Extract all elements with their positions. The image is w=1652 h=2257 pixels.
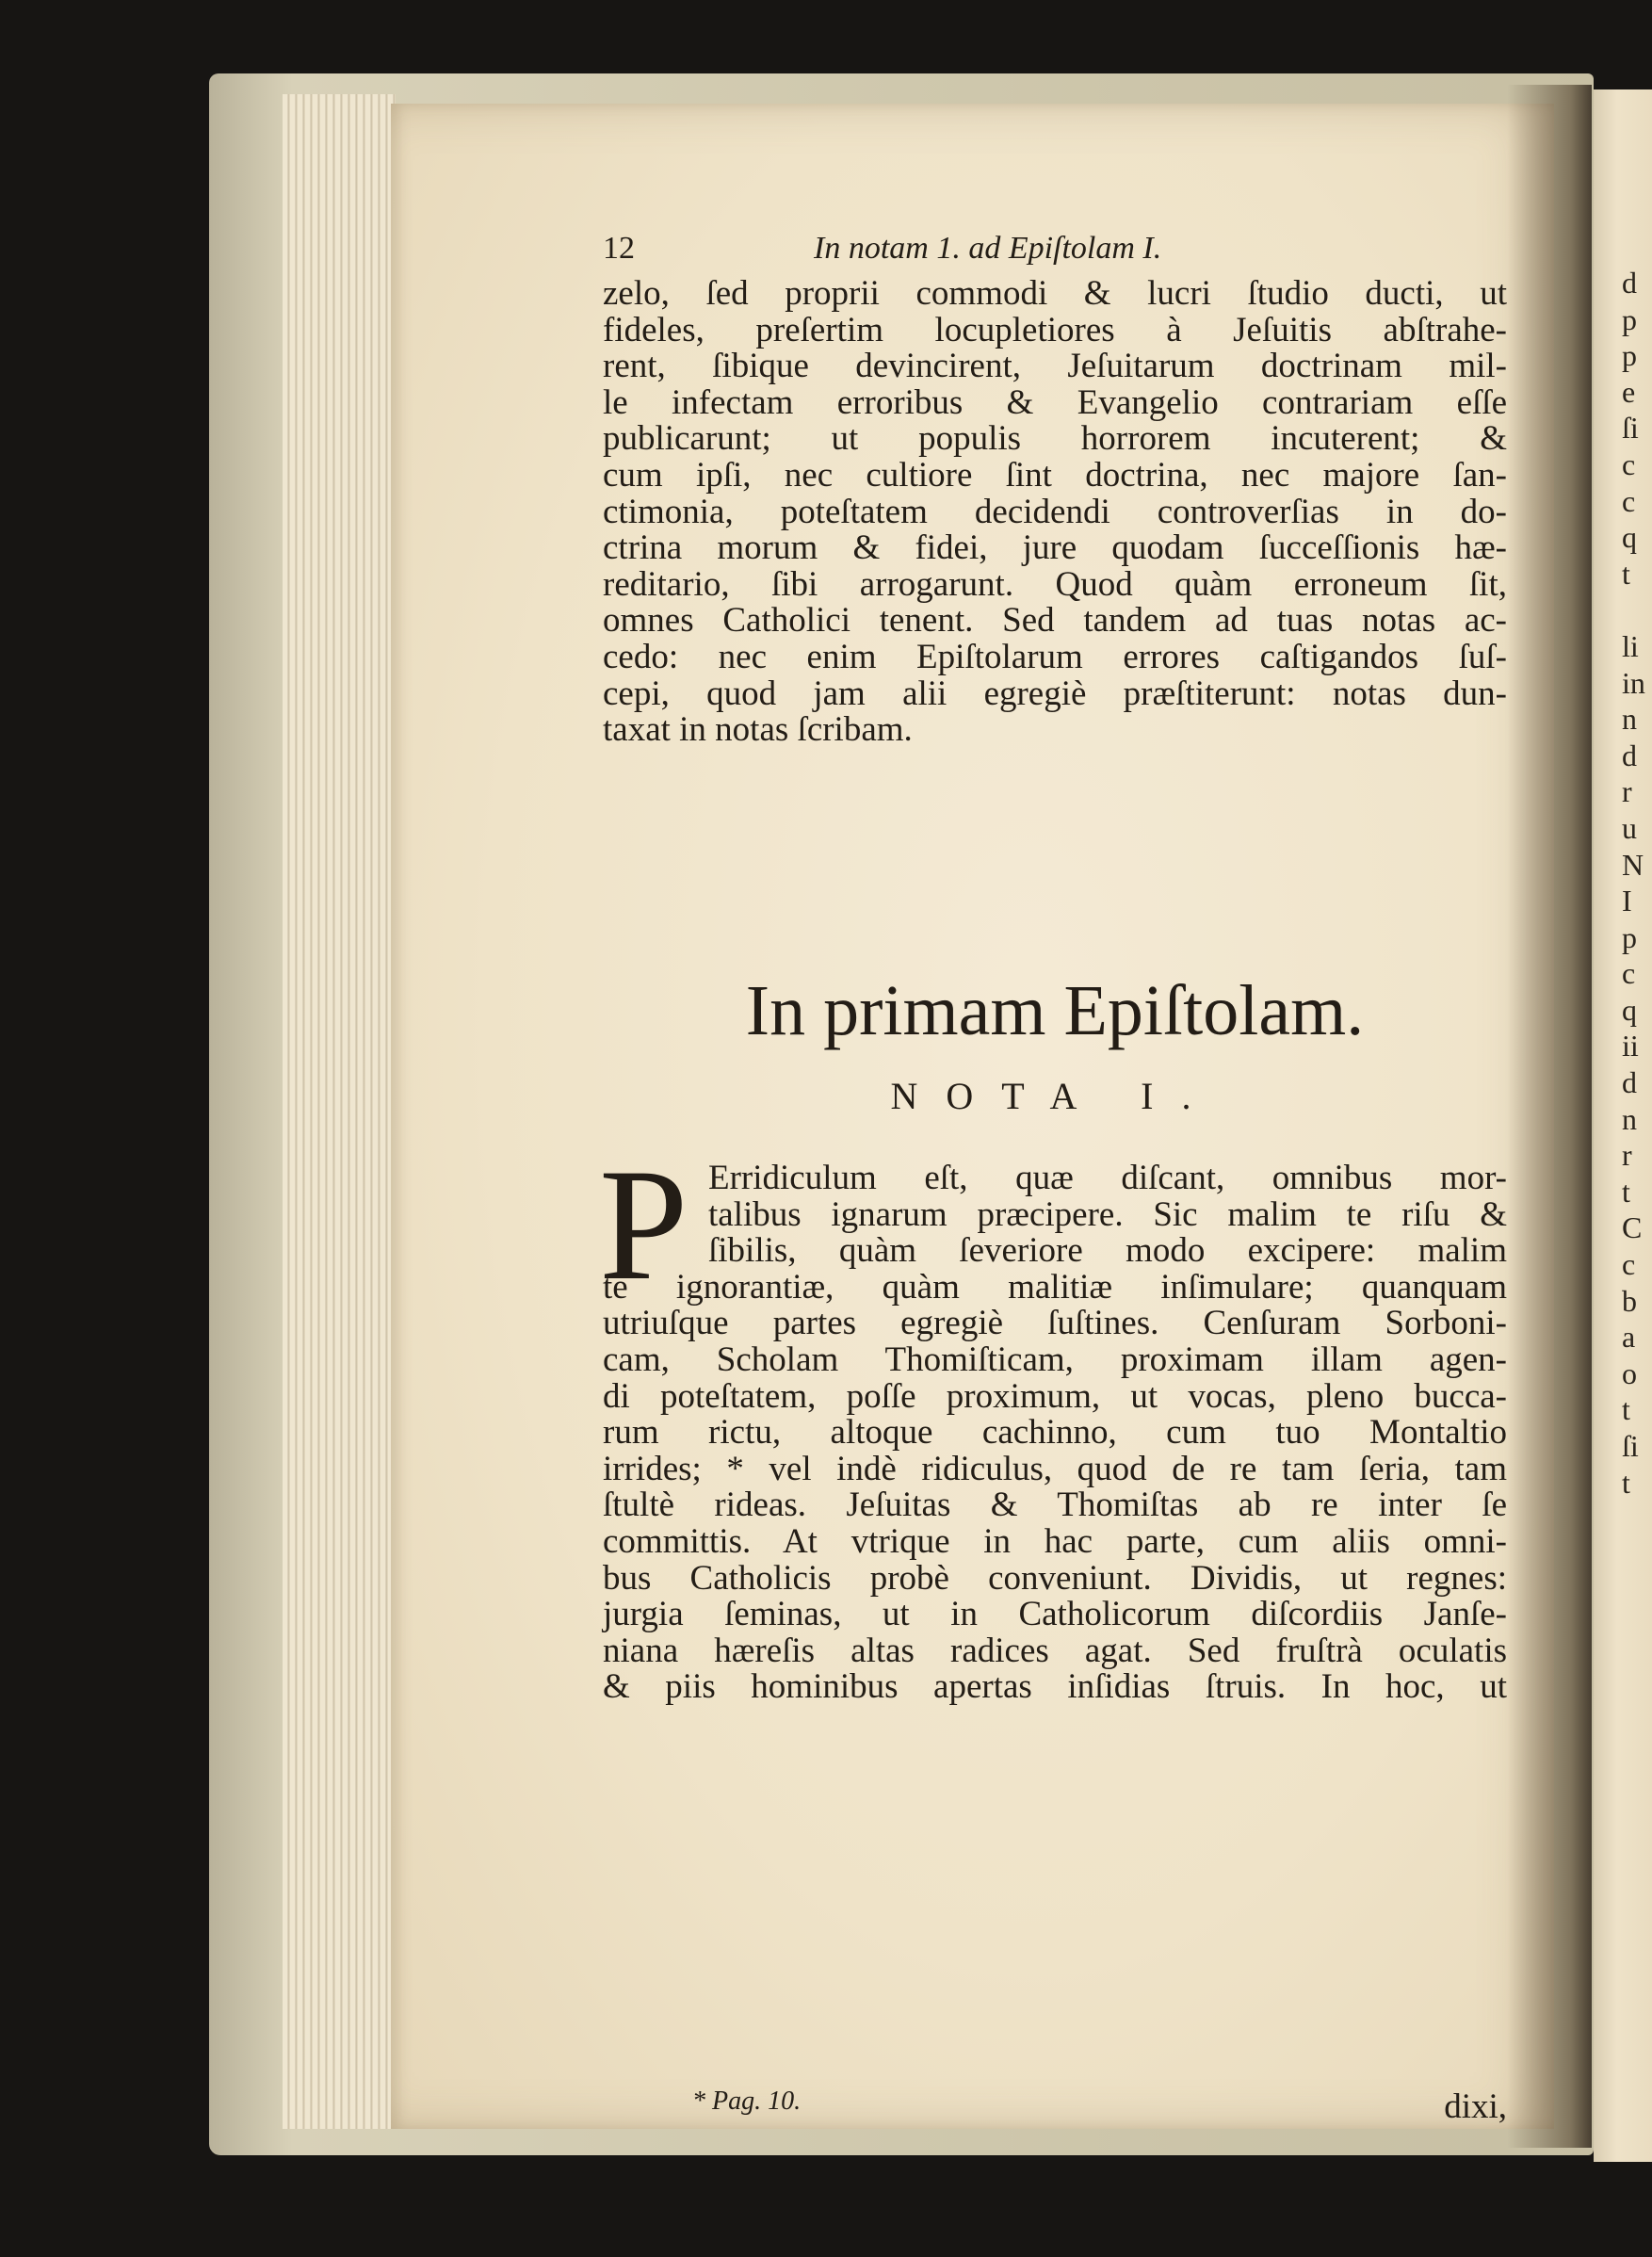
text-line: taxat in notas ſcribam.	[603, 710, 913, 750]
drop-cap: P	[599, 1136, 688, 1313]
facing-page-fragment: in	[1622, 665, 1645, 700]
page-footer	[603, 2087, 1507, 2124]
facing-page-edge	[1594, 89, 1652, 2162]
text-line: te ignorantiæ, quàm malitiæ inſimulare; quanquam	[603, 1267, 1507, 1307]
facing-page-fragment: t	[1622, 556, 1630, 591]
facing-page-fragment: d	[1622, 1065, 1637, 1100]
facing-page-fragment: p	[1622, 338, 1637, 373]
text-line: cepi, quod jam alii egregiè præſtiterunt: notas dun-	[603, 674, 1507, 713]
text-line: rent, ſibique devincirent, Jeſuitarum doctrinam mil-	[603, 347, 1507, 386]
text-line: talibus ignarum præcipere. Sic malim te riſu &	[708, 1194, 1507, 1234]
text-line: utriuſque partes egregiè ſuſtines. Cenſuram Sorboni-	[603, 1304, 1507, 1343]
facing-page-fragment: d	[1622, 266, 1637, 300]
facing-page-fragment: c	[1622, 956, 1636, 991]
text-line: cum ipſi, nec cultiore ſint doctrina, nec majore ſan-	[603, 455, 1507, 495]
nota-heading: NOTA I.	[890, 1075, 1220, 1117]
footnote-reference: * Pag. 10.	[692, 2087, 802, 2116]
text-line: niana hæreſis altas radices agat. Sed fruſtrà oculatis	[603, 1631, 1507, 1670]
facing-page-fragment: p	[1622, 919, 1637, 954]
text-line: ctrina morum & fidei, jure quodam ſucceſſionis hæ-	[603, 528, 1507, 568]
facing-page-fragment: c	[1622, 447, 1636, 481]
text-line: ctimonia, poteſtatem decidendi controverſias in do-	[603, 492, 1507, 531]
text-line: Erridiculum eſt, quæ diſcant, omnibus mor-	[708, 1159, 1507, 1197]
text-line: fideles, preſertim locupletiores à Jeſuitis abſtrahe-	[603, 310, 1507, 349]
facing-page-fragment: t	[1622, 1465, 1630, 1500]
facing-page-fragment: t	[1622, 1392, 1630, 1427]
text-line: jurgia ſeminas, ut in Catholicorum diſcordiis Janſe-	[603, 1595, 1507, 1634]
facing-page-fragment: o	[1622, 1356, 1637, 1390]
catchword: dixi,	[1444, 2087, 1507, 2126]
running-head	[603, 231, 1507, 278]
gutter-shadow	[1507, 85, 1592, 2148]
opening-paragraph	[603, 276, 1507, 749]
text-line: rum rictu, altoque cachinno, cum tuo Montaltio	[603, 1413, 1507, 1453]
text-line: committis. At vtrique in hac parte, cum aliis omni-	[603, 1521, 1507, 1561]
page-number: 12	[603, 231, 635, 266]
text-line: bus Catholicis probè conveniunt. Dividis, ut regnes:	[603, 1558, 1507, 1598]
facing-page-fragment	[1594, 592, 1652, 628]
facing-page-fragment: I	[1622, 884, 1632, 918]
facing-page-fragment: u	[1622, 810, 1637, 845]
facing-page-fragment: N	[1622, 847, 1644, 882]
text-line: zelo, ſed proprii commodi & lucri ſtudio ducti, ut	[603, 274, 1507, 313]
facing-page-fragment: C	[1622, 1210, 1643, 1245]
text-line: omnes Catholici tenent. Sed tandem ad tuas notas ac-	[603, 601, 1507, 641]
facing-page-fragment: ſi	[1622, 1429, 1639, 1463]
facing-page-text	[1594, 265, 1652, 1501]
facing-page-fragment: q	[1622, 992, 1637, 1027]
facing-page-fragment: n	[1622, 702, 1637, 737]
facing-page-fragment: r	[1622, 774, 1632, 809]
text-line: di poteſtatem, poſſe proximum, ut vocas, pleno bucca-	[603, 1376, 1507, 1416]
text-line: ſtultè rideas. Jeſuitas & Thomiſtas ab re inter ſe	[603, 1486, 1507, 1525]
facing-page-fragment: c	[1622, 483, 1636, 518]
facing-page-fragment: d	[1622, 738, 1637, 772]
facing-page-fragment: li	[1622, 628, 1639, 663]
text-line: irrides; * vel indè ridiculus, quod de re tam ſeria, tam	[603, 1449, 1507, 1488]
running-title: In notam 1. ad Epiſtolam I.	[814, 231, 1162, 266]
facing-page-fragment: t	[1622, 1174, 1630, 1209]
facing-page-fragment: n	[1622, 1101, 1637, 1136]
facing-page-fragment: a	[1622, 1320, 1636, 1355]
facing-page-fragment: c	[1622, 1247, 1636, 1282]
text-line: & piis hominibus apertas inſidias ſtruis. In hoc, ut	[603, 1667, 1507, 1707]
text-line: cam, Scholam Thomiſticam, proximam illam agen-	[603, 1340, 1507, 1379]
text-line: publicarunt; ut populis horrorem incuterent; &	[603, 419, 1507, 459]
facing-page-fragment: ſi	[1622, 411, 1639, 446]
facing-page-fragment: b	[1622, 1283, 1637, 1318]
facing-page-fragment: ii	[1622, 1029, 1639, 1064]
text-line: reditario, ſibi arrogarunt. Quod quàm erroneum ſit,	[603, 564, 1507, 604]
facing-page-fragment: q	[1622, 520, 1637, 555]
facing-page-fragment: r	[1622, 1138, 1632, 1173]
facing-page-fragment: p	[1622, 301, 1637, 336]
section-heading: In primam Epiſtolam.	[745, 971, 1365, 1050]
text-line: le infectam erroribus & Evangelio contrariam eſſe	[603, 382, 1507, 422]
page-edges	[283, 94, 396, 2129]
facing-page-fragment: e	[1622, 374, 1636, 409]
text-line: ſibilis, quàm ſeveriore modo excipere: malim	[708, 1231, 1507, 1271]
nota-paragraph	[603, 1161, 1507, 1706]
text-line: cedo: nec enim Epiſtolarum errores caſtigandos ſuſ-	[603, 637, 1507, 676]
